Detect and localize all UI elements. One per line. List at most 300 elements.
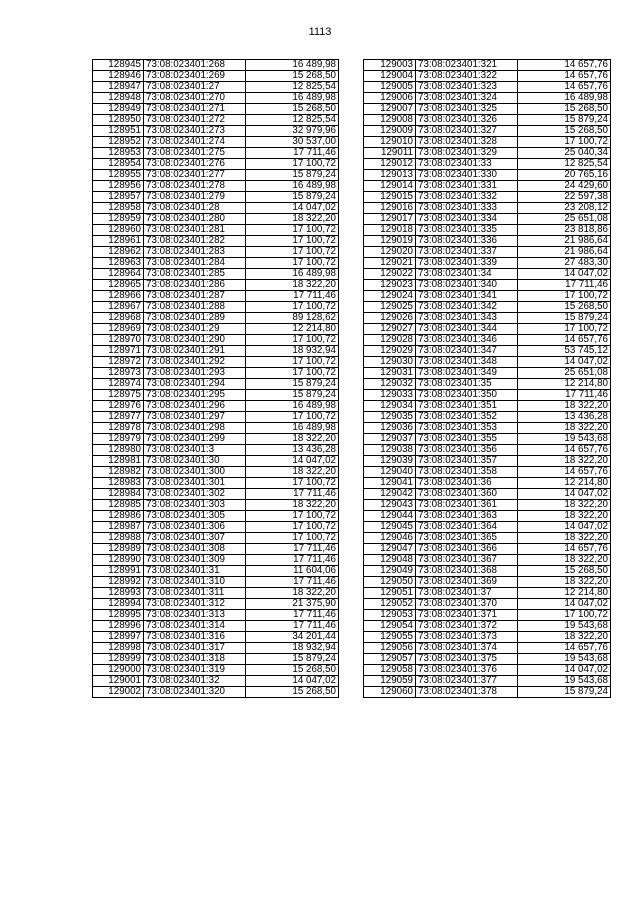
value-cell: 16 489,98 xyxy=(246,93,339,104)
value-cell: 16 489,98 xyxy=(246,60,339,71)
row-number-cell: 129033 xyxy=(364,390,416,401)
value-cell: 18 322,20 xyxy=(518,533,611,544)
value-cell: 15 268,50 xyxy=(246,71,339,82)
cadastral-number-cell: 73:08:023401:268 xyxy=(144,60,246,71)
cadastral-number-cell: 73:08:023401:283 xyxy=(144,247,246,258)
table-row xyxy=(364,247,611,258)
cadastral-number-cell: 73:08:023401:35 xyxy=(416,379,518,390)
table-row xyxy=(364,346,611,357)
cadastral-number-cell: 73:08:023401:353 xyxy=(416,423,518,434)
row-number-cell: 128994 xyxy=(93,599,144,610)
value-cell: 14 657,76 xyxy=(518,445,611,456)
table-row xyxy=(93,104,339,115)
value-cell: 18 322,20 xyxy=(518,456,611,467)
table-row xyxy=(93,610,339,621)
cadastral-number-cell: 73:08:023401:339 xyxy=(416,258,518,269)
table-row xyxy=(93,566,339,577)
cadastral-number-cell: 73:08:023401:285 xyxy=(144,269,246,280)
value-cell: 12 214,80 xyxy=(246,324,339,335)
table-row xyxy=(93,390,339,401)
value-cell: 14 047,02 xyxy=(518,357,611,368)
value-cell: 17 100,72 xyxy=(518,291,611,302)
value-cell: 15 268,50 xyxy=(518,302,611,313)
row-number-cell: 129032 xyxy=(364,379,416,390)
value-cell: 30 537,00 xyxy=(246,137,339,148)
table-row xyxy=(364,181,611,192)
cadastral-number-cell: 73:08:023401:368 xyxy=(416,566,518,577)
value-cell: 14 657,76 xyxy=(518,71,611,82)
row-number-cell: 128950 xyxy=(93,115,144,126)
row-number-cell: 129034 xyxy=(364,401,416,412)
cadastral-number-cell: 73:08:023401:356 xyxy=(416,445,518,456)
cadastral-number-cell: 73:08:023401:324 xyxy=(416,93,518,104)
row-number-cell: 129047 xyxy=(364,544,416,555)
cadastral-number-cell: 73:08:023401:290 xyxy=(144,335,246,346)
value-cell: 15 268,50 xyxy=(518,104,611,115)
row-number-cell: 129029 xyxy=(364,346,416,357)
row-number-cell: 128993 xyxy=(93,588,144,599)
cadastral-number-cell: 73:08:023401:343 xyxy=(416,313,518,324)
row-number-cell: 129026 xyxy=(364,313,416,324)
table-row xyxy=(93,489,339,500)
cadastral-number-cell: 73:08:023401:375 xyxy=(416,654,518,665)
table-row xyxy=(364,489,611,500)
cadastral-number-cell: 73:08:023401:316 xyxy=(144,632,246,643)
table-row xyxy=(93,599,339,610)
table-row xyxy=(93,346,339,357)
table-row xyxy=(364,335,611,346)
row-number-cell: 128948 xyxy=(93,93,144,104)
row-number-cell: 128985 xyxy=(93,500,144,511)
row-number-cell: 128970 xyxy=(93,335,144,346)
row-number-cell: 129023 xyxy=(364,280,416,291)
row-number-cell: 129016 xyxy=(364,203,416,214)
value-cell: 12 825,54 xyxy=(518,159,611,170)
value-cell: 17 711,46 xyxy=(246,148,339,159)
value-cell: 19 543,68 xyxy=(518,654,611,665)
row-number-cell: 129050 xyxy=(364,577,416,588)
cadastral-number-cell: 73:08:023401:337 xyxy=(416,247,518,258)
value-cell: 12 214,80 xyxy=(518,379,611,390)
value-cell: 13 436,28 xyxy=(518,412,611,423)
row-number-cell: 128965 xyxy=(93,280,144,291)
table-row xyxy=(364,170,611,181)
value-cell: 21 375,90 xyxy=(246,599,339,610)
cadastral-number-cell: 73:08:023401:272 xyxy=(144,115,246,126)
value-cell: 17 711,46 xyxy=(246,555,339,566)
table-row xyxy=(364,269,611,280)
row-number-cell: 128955 xyxy=(93,170,144,181)
value-cell: 25 651,08 xyxy=(518,368,611,379)
row-number-cell: 128986 xyxy=(93,511,144,522)
right-table-body xyxy=(364,60,611,698)
table-row xyxy=(364,566,611,577)
cadastral-number-cell: 73:08:023401:340 xyxy=(416,280,518,291)
table-row xyxy=(93,423,339,434)
table-row xyxy=(364,467,611,478)
table-row xyxy=(93,379,339,390)
value-cell: 17 100,72 xyxy=(246,236,339,247)
value-cell: 15 879,24 xyxy=(518,313,611,324)
cadastral-number-cell: 73:08:023401:366 xyxy=(416,544,518,555)
value-cell: 17 100,72 xyxy=(246,368,339,379)
cadastral-number-cell: 73:08:023401:288 xyxy=(144,302,246,313)
row-number-cell: 129008 xyxy=(364,115,416,126)
table-row xyxy=(364,60,611,71)
table-row xyxy=(364,588,611,599)
table-row xyxy=(364,522,611,533)
value-cell: 14 657,76 xyxy=(518,60,611,71)
cadastral-number-cell: 73:08:023401:309 xyxy=(144,555,246,566)
row-number-cell: 129060 xyxy=(364,687,416,698)
cadastral-number-cell: 73:08:023401:289 xyxy=(144,313,246,324)
table-row xyxy=(364,632,611,643)
table-row xyxy=(93,225,339,236)
cadastral-number-cell: 73:08:023401:328 xyxy=(416,137,518,148)
table-row xyxy=(364,104,611,115)
row-number-cell: 128956 xyxy=(93,181,144,192)
table-row xyxy=(364,313,611,324)
value-cell: 22 597,38 xyxy=(518,192,611,203)
cadastral-number-cell: 73:08:023401:313 xyxy=(144,610,246,621)
row-number-cell: 129022 xyxy=(364,269,416,280)
cadastral-number-cell: 73:08:023401:318 xyxy=(144,654,246,665)
value-cell: 15 268,50 xyxy=(246,687,339,698)
cadastral-number-cell: 73:08:023401:352 xyxy=(416,412,518,423)
value-cell: 14 047,02 xyxy=(246,456,339,467)
cadastral-number-cell: 73:08:023401:303 xyxy=(144,500,246,511)
cadastral-number-cell: 73:08:023401:369 xyxy=(416,577,518,588)
row-number-cell: 129048 xyxy=(364,555,416,566)
row-number-cell: 129046 xyxy=(364,533,416,544)
table-row xyxy=(93,412,339,423)
table-row xyxy=(364,643,611,654)
row-number-cell: 128963 xyxy=(93,258,144,269)
row-number-cell: 128954 xyxy=(93,159,144,170)
value-cell: 16 489,98 xyxy=(518,93,611,104)
value-cell: 17 711,46 xyxy=(518,390,611,401)
table-row xyxy=(364,126,611,137)
row-number-cell: 128966 xyxy=(93,291,144,302)
table-row xyxy=(364,676,611,687)
value-cell: 18 322,20 xyxy=(246,500,339,511)
cadastral-number-cell: 73:08:023401:330 xyxy=(416,170,518,181)
table-row xyxy=(364,93,611,104)
value-cell: 15 268,50 xyxy=(518,126,611,137)
row-number-cell: 128988 xyxy=(93,533,144,544)
value-cell: 18 322,20 xyxy=(246,280,339,291)
value-cell: 17 100,72 xyxy=(518,324,611,335)
cadastral-number-cell: 73:08:023401:329 xyxy=(416,148,518,159)
row-number-cell: 129058 xyxy=(364,665,416,676)
table-row xyxy=(93,445,339,456)
value-cell: 18 322,20 xyxy=(246,467,339,478)
value-cell: 19 543,68 xyxy=(518,621,611,632)
value-cell: 14 047,02 xyxy=(518,489,611,500)
table-row xyxy=(364,621,611,632)
cadastral-number-cell: 73:08:023401:374 xyxy=(416,643,518,654)
row-number-cell: 129020 xyxy=(364,247,416,258)
table-row xyxy=(364,599,611,610)
cadastral-number-cell: 73:08:023401:314 xyxy=(144,621,246,632)
cadastral-number-cell: 73:08:023401:296 xyxy=(144,401,246,412)
table-row xyxy=(93,577,339,588)
row-number-cell: 129052 xyxy=(364,599,416,610)
row-number-cell: 128997 xyxy=(93,632,144,643)
table-row xyxy=(93,313,339,324)
table-row xyxy=(364,82,611,93)
cadastral-number-cell: 73:08:023401:341 xyxy=(416,291,518,302)
cadastral-number-cell: 73:08:023401:274 xyxy=(144,137,246,148)
cadastral-number-cell: 73:08:023401:349 xyxy=(416,368,518,379)
value-cell: 14 047,02 xyxy=(518,522,611,533)
cadastral-number-cell: 73:08:023401:370 xyxy=(416,599,518,610)
row-number-cell: 129039 xyxy=(364,456,416,467)
value-cell: 15 268,50 xyxy=(246,665,339,676)
cadastral-number-cell: 73:08:023401:302 xyxy=(144,489,246,500)
table-row xyxy=(93,170,339,181)
cadastral-number-cell: 73:08:023401:371 xyxy=(416,610,518,621)
value-cell: 23 208,12 xyxy=(518,203,611,214)
row-number-cell: 128984 xyxy=(93,489,144,500)
row-number-cell: 128978 xyxy=(93,423,144,434)
table-row xyxy=(364,225,611,236)
value-cell: 15 879,24 xyxy=(246,170,339,181)
row-number-cell: 128987 xyxy=(93,522,144,533)
value-cell: 17 100,72 xyxy=(246,357,339,368)
cadastral-number-cell: 73:08:023401:287 xyxy=(144,291,246,302)
table-row xyxy=(93,632,339,643)
cadastral-number-cell: 73:08:023401:284 xyxy=(144,258,246,269)
table-row xyxy=(93,192,339,203)
value-cell: 18 932,94 xyxy=(246,346,339,357)
cadastral-number-cell: 73:08:023401:282 xyxy=(144,236,246,247)
row-number-cell: 129055 xyxy=(364,632,416,643)
table-row xyxy=(364,654,611,665)
cadastral-number-cell: 73:08:023401:334 xyxy=(416,214,518,225)
value-cell: 14 657,76 xyxy=(518,643,611,654)
cadastral-number-cell: 73:08:023401:355 xyxy=(416,434,518,445)
row-number-cell: 129027 xyxy=(364,324,416,335)
value-cell: 15 268,50 xyxy=(246,104,339,115)
row-number-cell: 129014 xyxy=(364,181,416,192)
value-cell: 17 100,72 xyxy=(518,610,611,621)
value-cell: 17 100,72 xyxy=(246,511,339,522)
cadastral-number-cell: 73:08:023401:332 xyxy=(416,192,518,203)
table-row xyxy=(364,203,611,214)
table-row xyxy=(364,533,611,544)
value-cell: 25 651,08 xyxy=(518,214,611,225)
cadastral-number-cell: 73:08:023401:363 xyxy=(416,511,518,522)
cadastral-number-cell: 73:08:023401:322 xyxy=(416,71,518,82)
cadastral-number-cell: 73:08:023401:351 xyxy=(416,401,518,412)
cadastral-number-cell: 73:08:023401:378 xyxy=(416,687,518,698)
row-number-cell: 128992 xyxy=(93,577,144,588)
cadastral-number-cell: 73:08:023401:373 xyxy=(416,632,518,643)
table-row xyxy=(364,236,611,247)
value-cell: 17 711,46 xyxy=(246,610,339,621)
row-number-cell: 128961 xyxy=(93,236,144,247)
row-number-cell: 129051 xyxy=(364,588,416,599)
table-row xyxy=(364,324,611,335)
table-row xyxy=(364,148,611,159)
value-cell: 18 322,20 xyxy=(518,500,611,511)
table-row xyxy=(364,159,611,170)
row-number-cell: 129057 xyxy=(364,654,416,665)
table-row xyxy=(93,280,339,291)
cadastral-number-cell: 73:08:023401:37 xyxy=(416,588,518,599)
value-cell: 17 100,72 xyxy=(246,533,339,544)
row-number-cell: 129028 xyxy=(364,335,416,346)
table-row xyxy=(93,511,339,522)
cadastral-number-cell: 73:08:023401:327 xyxy=(416,126,518,137)
row-number-cell: 129013 xyxy=(364,170,416,181)
row-number-cell: 128990 xyxy=(93,555,144,566)
table-row xyxy=(93,643,339,654)
value-cell: 18 322,20 xyxy=(246,588,339,599)
value-cell: 17 100,72 xyxy=(246,478,339,489)
table-row xyxy=(364,577,611,588)
value-cell: 32 979,96 xyxy=(246,126,339,137)
row-number-cell: 128995 xyxy=(93,610,144,621)
table-row xyxy=(364,412,611,423)
cadastral-number-cell: 73:08:023401:348 xyxy=(416,357,518,368)
value-cell: 15 879,24 xyxy=(246,390,339,401)
value-cell: 17 100,72 xyxy=(246,302,339,313)
cadastral-number-cell: 73:08:023401:280 xyxy=(144,214,246,225)
value-cell: 17 711,46 xyxy=(246,291,339,302)
row-number-cell: 128967 xyxy=(93,302,144,313)
value-cell: 25 040,34 xyxy=(518,148,611,159)
value-cell: 17 100,72 xyxy=(246,412,339,423)
row-number-cell: 129045 xyxy=(364,522,416,533)
table-row xyxy=(93,621,339,632)
cadastral-number-cell: 73:08:023401:33 xyxy=(416,159,518,170)
row-number-cell: 129006 xyxy=(364,93,416,104)
cadastral-number-cell: 73:08:023401:358 xyxy=(416,467,518,478)
row-number-cell: 128977 xyxy=(93,412,144,423)
table-row xyxy=(364,555,611,566)
value-cell: 15 879,24 xyxy=(246,192,339,203)
value-cell: 14 657,76 xyxy=(518,335,611,346)
row-number-cell: 129041 xyxy=(364,478,416,489)
value-cell: 14 657,76 xyxy=(518,467,611,478)
value-cell: 17 100,72 xyxy=(246,335,339,346)
table-row xyxy=(93,335,339,346)
table-row xyxy=(364,214,611,225)
row-number-cell: 129031 xyxy=(364,368,416,379)
row-number-cell: 128983 xyxy=(93,478,144,489)
value-cell: 16 489,98 xyxy=(246,401,339,412)
table-row xyxy=(93,555,339,566)
table-row xyxy=(364,434,611,445)
row-number-cell: 128957 xyxy=(93,192,144,203)
row-number-cell: 128989 xyxy=(93,544,144,555)
cadastral-number-cell: 73:08:023401:273 xyxy=(144,126,246,137)
row-number-cell: 129043 xyxy=(364,500,416,511)
table-row xyxy=(93,687,339,698)
value-cell: 15 879,24 xyxy=(246,654,339,665)
value-cell: 19 543,68 xyxy=(518,676,611,687)
table-row xyxy=(364,544,611,555)
row-number-cell: 128998 xyxy=(93,643,144,654)
value-cell: 18 322,20 xyxy=(518,423,611,434)
value-cell: 12 825,54 xyxy=(246,115,339,126)
cadastral-number-cell: 73:08:023401:291 xyxy=(144,346,246,357)
table-row xyxy=(364,71,611,82)
table-row xyxy=(93,60,339,71)
value-cell: 20 765,16 xyxy=(518,170,611,181)
value-cell: 24 429,60 xyxy=(518,181,611,192)
row-number-cell: 129004 xyxy=(364,71,416,82)
table-row xyxy=(93,115,339,126)
value-cell: 34 201,44 xyxy=(246,632,339,643)
value-cell: 12 825,54 xyxy=(246,82,339,93)
table-row xyxy=(93,357,339,368)
table-row xyxy=(93,148,339,159)
left-table-body xyxy=(93,60,339,698)
value-cell: 21 986,64 xyxy=(518,247,611,258)
row-number-cell: 129001 xyxy=(93,676,144,687)
row-number-cell: 129024 xyxy=(364,291,416,302)
row-number-cell: 129018 xyxy=(364,225,416,236)
value-cell: 18 322,20 xyxy=(518,632,611,643)
value-cell: 14 047,02 xyxy=(246,203,339,214)
table-row xyxy=(364,478,611,489)
cadastral-number-cell: 73:08:023401:275 xyxy=(144,148,246,159)
row-number-cell: 128969 xyxy=(93,324,144,335)
value-cell: 16 489,98 xyxy=(246,269,339,280)
table-row xyxy=(364,357,611,368)
cadastral-number-cell: 73:08:023401:331 xyxy=(416,181,518,192)
row-number-cell: 128952 xyxy=(93,137,144,148)
table-row xyxy=(364,280,611,291)
cadastral-number-cell: 73:08:023401:346 xyxy=(416,335,518,346)
row-number-cell: 129025 xyxy=(364,302,416,313)
table-row xyxy=(93,302,339,313)
row-number-cell: 129035 xyxy=(364,412,416,423)
row-number-cell: 128958 xyxy=(93,203,144,214)
value-cell: 18 322,20 xyxy=(246,434,339,445)
table-row xyxy=(93,368,339,379)
cadastral-number-cell: 73:08:023401:301 xyxy=(144,478,246,489)
row-number-cell: 129012 xyxy=(364,159,416,170)
cadastral-number-cell: 73:08:023401:333 xyxy=(416,203,518,214)
table-row xyxy=(364,115,611,126)
table-row xyxy=(93,126,339,137)
table-row xyxy=(93,203,339,214)
row-number-cell: 129010 xyxy=(364,137,416,148)
cadastral-number-cell: 73:08:023401:360 xyxy=(416,489,518,500)
value-cell: 14 047,02 xyxy=(518,665,611,676)
row-number-cell: 129056 xyxy=(364,643,416,654)
cadastral-number-cell: 73:08:023401:312 xyxy=(144,599,246,610)
value-cell: 17 100,72 xyxy=(246,159,339,170)
cadastral-number-cell: 73:08:023401:361 xyxy=(416,500,518,511)
cadastral-number-cell: 73:08:023401:28 xyxy=(144,203,246,214)
table-row xyxy=(364,445,611,456)
table-row xyxy=(93,247,339,258)
table-row xyxy=(93,93,339,104)
cadastral-number-cell: 73:08:023401:270 xyxy=(144,93,246,104)
value-cell: 17 711,46 xyxy=(246,489,339,500)
cadastral-number-cell: 73:08:023401:297 xyxy=(144,412,246,423)
value-cell: 18 322,20 xyxy=(518,577,611,588)
row-number-cell: 128949 xyxy=(93,104,144,115)
cadastral-number-cell: 73:08:023401:342 xyxy=(416,302,518,313)
table-row xyxy=(364,258,611,269)
row-number-cell: 129007 xyxy=(364,104,416,115)
